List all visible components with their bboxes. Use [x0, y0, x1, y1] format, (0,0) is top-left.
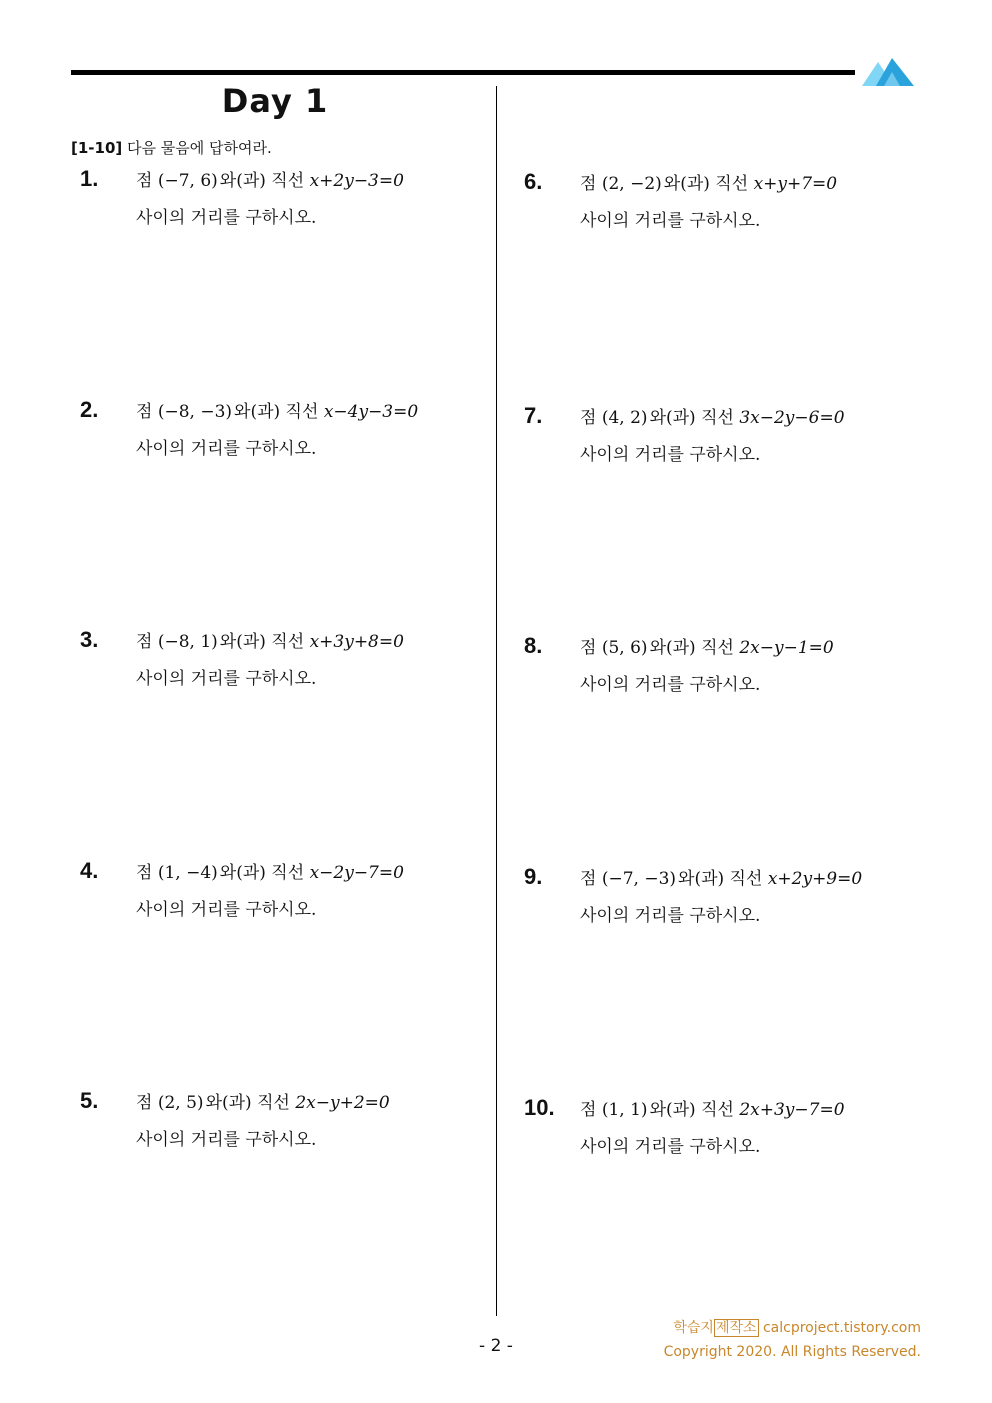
problem-number: 1. — [80, 166, 99, 191]
instruction — [71, 137, 272, 158]
problem-statement — [136, 627, 404, 652]
instruction-text: 다음 물음에 답하여라. — [127, 139, 272, 157]
footer-copyright: Copyright 2020. All Rights Reserved. — [663, 1344, 921, 1360]
problem-suffix: 사이의 거리를 구하시오. — [136, 1130, 317, 1150]
problem-number: 9. — [524, 864, 543, 889]
problem-point: (2, −2) — [601, 174, 662, 194]
problem-suffix: 사이의 거리를 구하시오. — [580, 1137, 761, 1157]
column-divider — [496, 86, 497, 1316]
problem-suffix: 사이의 거리를 구하시오. — [136, 208, 317, 228]
problem-mid: 와(과) 직선 — [649, 1100, 734, 1120]
problem-suffix: 사이의 거리를 구하시오. — [580, 445, 761, 465]
problem-equation: x+y+7=0 — [753, 174, 838, 194]
page-title: Day 1 — [221, 82, 329, 120]
problem-statement — [580, 864, 862, 889]
problem-point: (−7, −3) — [601, 869, 677, 889]
problem-prefix: 점 — [580, 408, 597, 428]
problem-point: (1, 1) — [601, 1100, 648, 1120]
problem-number: 8. — [524, 633, 543, 658]
problem-equation: x−4y−3=0 — [323, 402, 419, 422]
top-rule — [71, 70, 855, 75]
footer — [664, 1316, 921, 1364]
problem-number: 4. — [80, 858, 99, 883]
footer-brand-a: 학습지 — [673, 1320, 714, 1336]
problem-number: 2. — [80, 397, 99, 422]
problem-number: 7. — [524, 403, 543, 428]
problem-point: (1, −4) — [157, 863, 218, 883]
problem-statement — [580, 633, 834, 658]
problem-point: (2, 5) — [157, 1093, 204, 1113]
problem-suffix: 사이의 거리를 구하시오. — [136, 669, 317, 689]
problem-equation: 2x−y+2=0 — [295, 1093, 390, 1113]
problem-mid: 와(과) 직선 — [678, 869, 763, 889]
problem-mid: 와(과) 직선 — [219, 863, 305, 883]
problem-equation: 2x−y−1=0 — [739, 638, 834, 658]
problem-point: (4, 2) — [601, 408, 648, 428]
problem-mid: 와(과) 직선 — [649, 408, 734, 428]
problem-mid: 와(과) 직선 — [663, 174, 749, 194]
instruction-range: [1-10] — [71, 139, 123, 157]
problem-equation: x−2y−7=0 — [309, 863, 404, 883]
mountain-logo-icon — [862, 56, 914, 86]
problem-statement — [136, 858, 404, 883]
problem-prefix: 점 — [136, 863, 153, 883]
problem-statement — [580, 1095, 845, 1120]
problem-prefix: 점 — [136, 402, 153, 422]
problem-statement — [136, 1088, 390, 1113]
problem-number: 5. — [80, 1088, 99, 1113]
problem-number: 10. — [524, 1095, 555, 1120]
problem-statement — [580, 169, 837, 194]
problem-suffix: 사이의 거리를 구하시오. — [580, 675, 761, 695]
problem-mid: 와(과) 직선 — [234, 402, 319, 422]
problem-mid: 와(과) 직선 — [205, 1093, 290, 1113]
problem-suffix: 사이의 거리를 구하시오. — [136, 439, 317, 459]
problem-number: 6. — [524, 169, 543, 194]
problem-prefix: 점 — [580, 1100, 597, 1120]
footer-brand-line — [664, 1316, 921, 1340]
problem-mid: 와(과) 직선 — [649, 638, 734, 658]
problem-suffix: 사이의 거리를 구하시오. — [580, 211, 761, 231]
footer-brand-b: 제작소 — [715, 1320, 757, 1336]
problem-point: (5, 6) — [601, 638, 648, 658]
problem-suffix: 사이의 거리를 구하시오. — [580, 906, 761, 926]
problem-prefix: 점 — [136, 1093, 153, 1113]
problem-number: 3. — [80, 627, 99, 652]
problem-prefix: 점 — [580, 638, 597, 658]
problem-statement — [580, 403, 845, 428]
problem-mid: 와(과) 직선 — [219, 632, 305, 652]
problem-point: (−7, 6) — [157, 171, 218, 191]
problem-prefix: 점 — [136, 632, 153, 652]
problem-suffix: 사이의 거리를 구하시오. — [136, 900, 317, 920]
problem-equation: 2x+3y−7=0 — [739, 1100, 845, 1120]
footer-site-link[interactable]: calcproject.tistory.com — [762, 1320, 921, 1336]
problem-prefix: 점 — [136, 171, 153, 191]
problem-statement — [136, 397, 418, 422]
problem-prefix: 점 — [580, 174, 597, 194]
problem-point: (−8, −3) — [157, 402, 233, 422]
problem-statement — [136, 166, 404, 191]
problem-prefix: 점 — [580, 869, 597, 889]
problem-mid: 와(과) 직선 — [219, 171, 305, 191]
problem-equation: x+2y+9=0 — [767, 869, 863, 889]
page-number: - 2 - — [479, 1336, 513, 1356]
problem-point: (−8, 1) — [157, 632, 218, 652]
problem-equation: x+2y−3=0 — [309, 171, 404, 191]
problem-equation: x+3y+8=0 — [309, 632, 404, 652]
problem-equation: 3x−2y−6=0 — [739, 408, 845, 428]
